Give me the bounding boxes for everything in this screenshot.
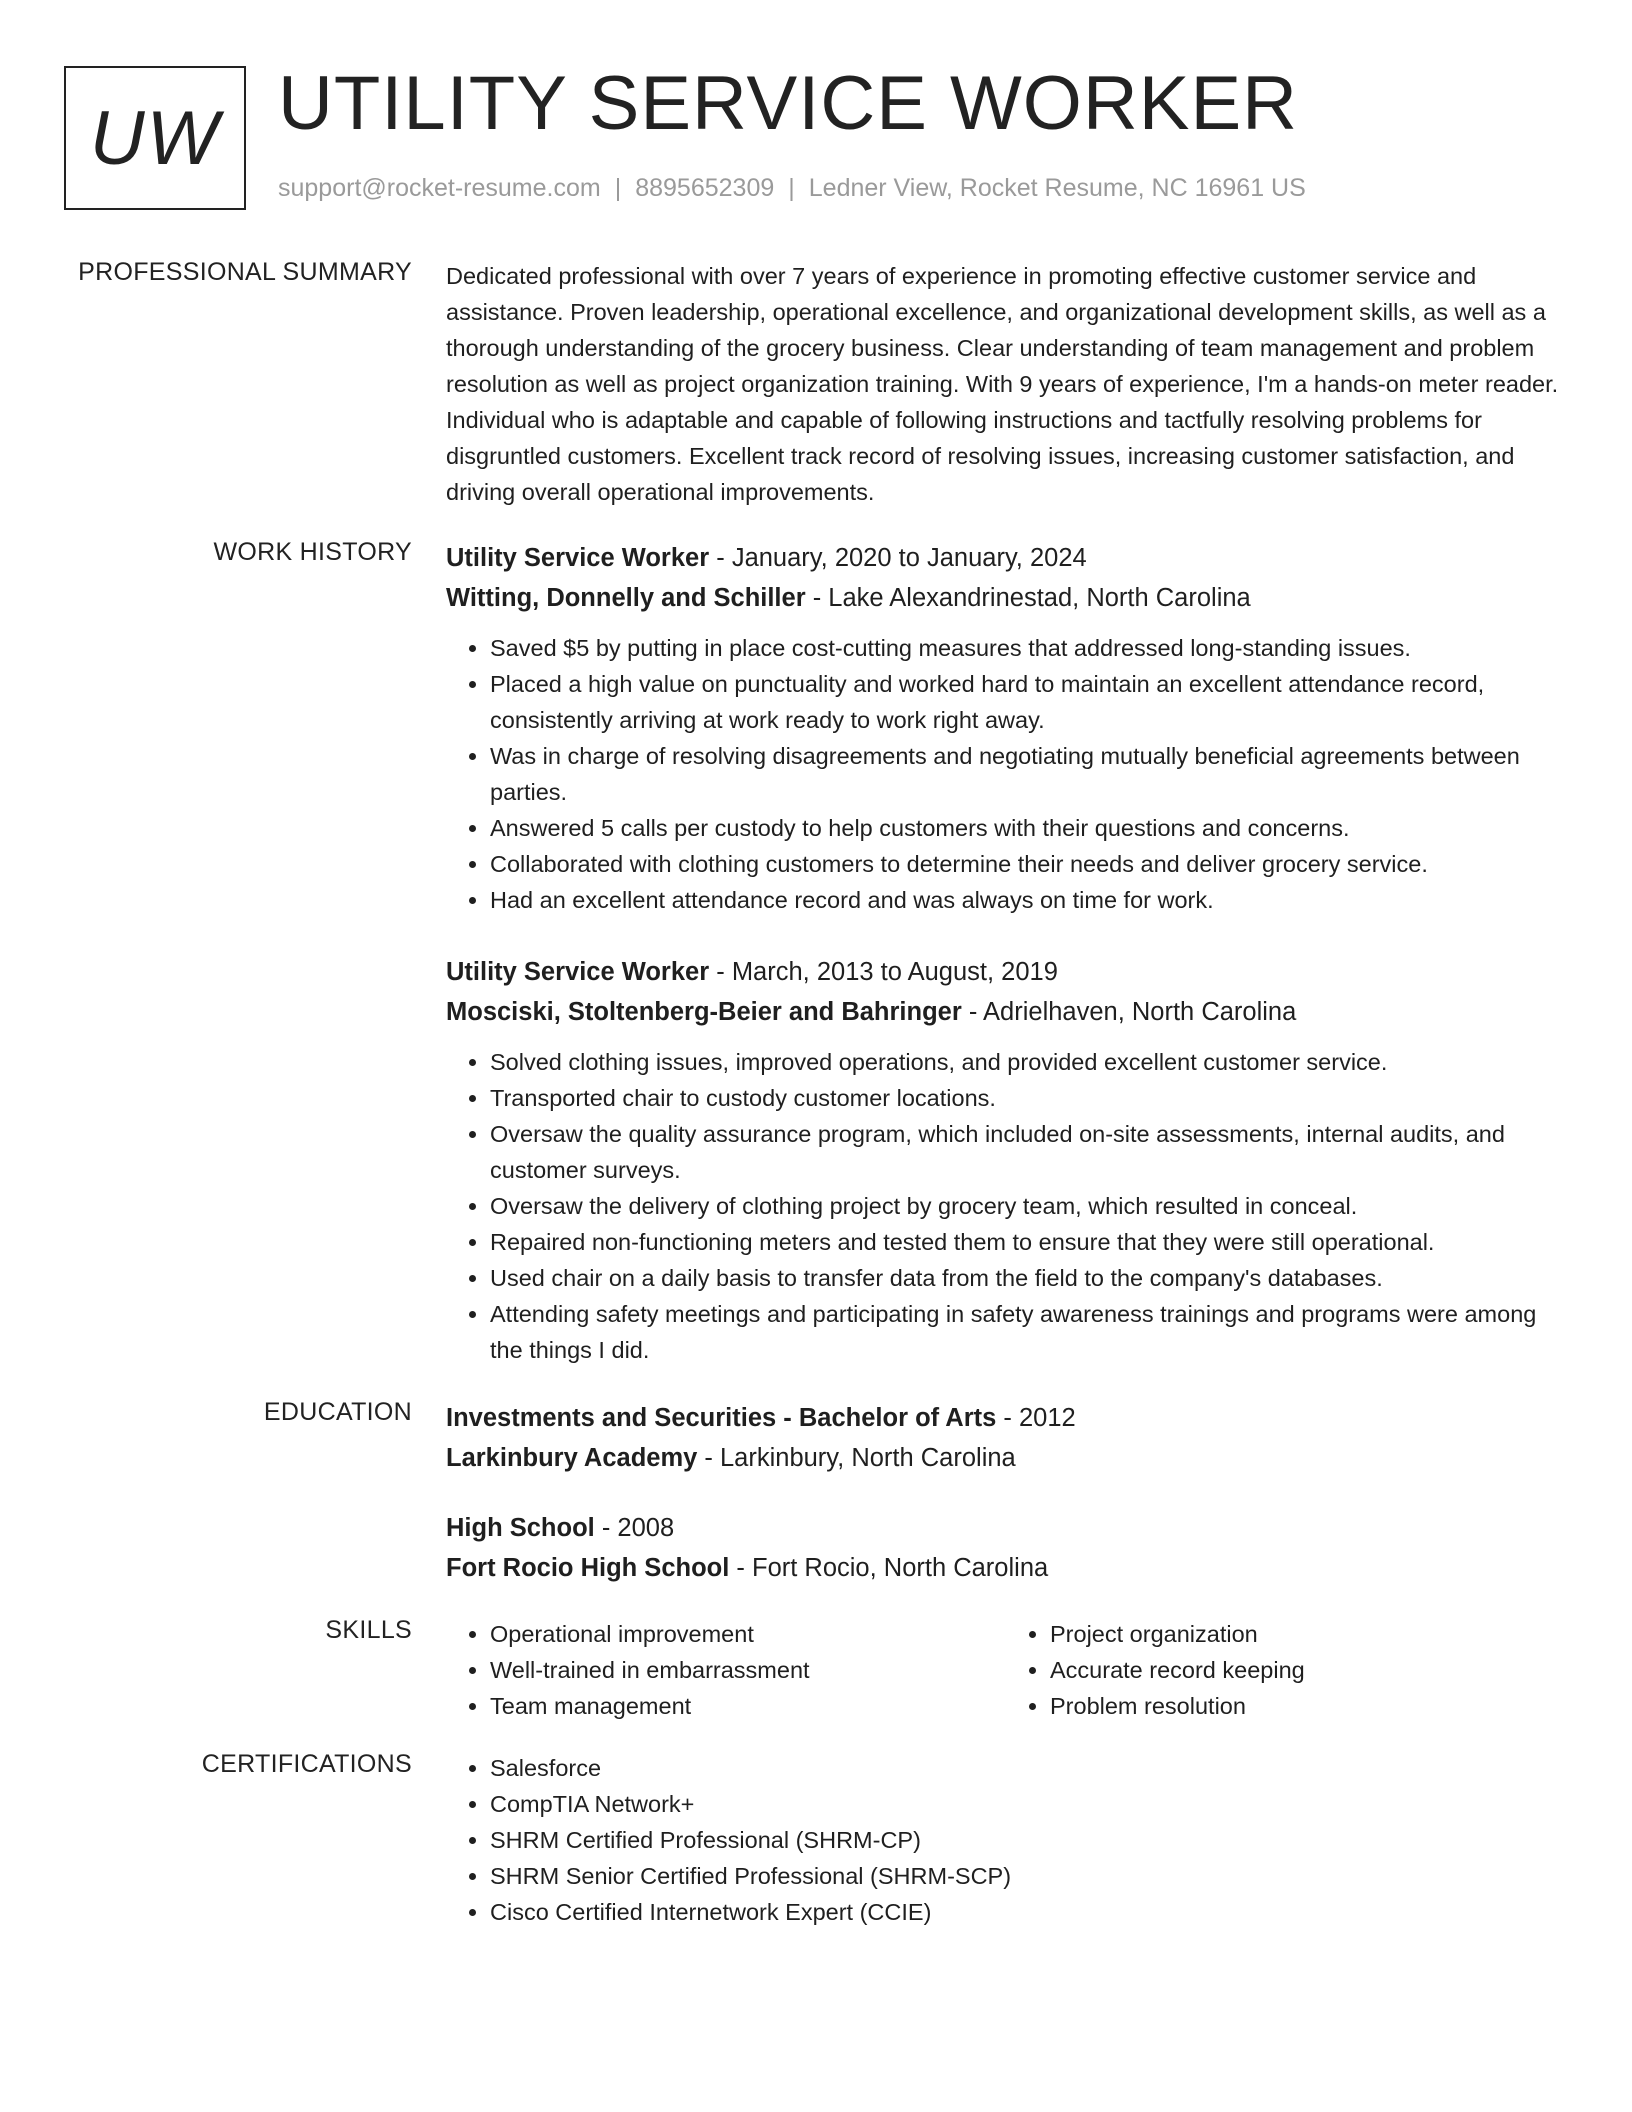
job-title: Utility Service Worker (446, 958, 710, 986)
job-title-line (446, 952, 1566, 992)
graduation-year: - 2012 (996, 1404, 1076, 1432)
contact-separator: | (788, 174, 795, 202)
work-history-body (446, 538, 1566, 1368)
school-line (446, 1438, 1566, 1478)
page-title: UTILITY SERVICE WORKER (278, 61, 1299, 146)
job-dates: - January, 2020 to January, 2024 (709, 544, 1087, 572)
contact-phone: 8895652309 (635, 174, 775, 202)
graduation-year: - 2008 (594, 1514, 675, 1542)
job-title: Utility Service Worker (446, 544, 710, 572)
job-bullets (446, 630, 1566, 918)
job-location: - Lake Alexandrinestad, North Carolina (805, 584, 1251, 612)
list-item: • Project organization (1050, 1616, 1566, 1652)
school-line (446, 1548, 1566, 1588)
list-item: • Repaired non-functioning meters and tested them to ensure that they were still operational. (490, 1224, 1566, 1260)
education-body (446, 1398, 1566, 1588)
list-item: • Had an excellent attendance record and was always on time for work. (490, 882, 1566, 918)
summary-body (446, 258, 1566, 510)
degree-line (446, 1398, 1566, 1438)
list-item: • Solved clothing issues, improved operations, and provided excellent customer service. (490, 1044, 1566, 1080)
school-name: Larkinbury Academy (446, 1444, 698, 1472)
education-entry (446, 1508, 1566, 1588)
contact-line (278, 174, 1306, 203)
education-entry (446, 1398, 1566, 1478)
job-dates: - March, 2013 to August, 2019 (709, 958, 1058, 986)
list-item: • Operational improvement (490, 1616, 1006, 1652)
certifications-list (446, 1750, 1566, 1930)
job-bullets (446, 1044, 1566, 1368)
monogram-logo: UW (64, 66, 246, 210)
list-item: • Used chair on a daily basis to transfer data from the field to the company's databases. (490, 1260, 1566, 1296)
job-location: - Adrielhaven, North Carolina (961, 998, 1297, 1026)
list-item: • Salesforce (490, 1750, 1566, 1786)
contact-email: support@rocket-resume.com (278, 174, 601, 202)
section-heading: PROFESSIONAL SUMMARY (78, 258, 412, 286)
skills-column-left (446, 1616, 1006, 1724)
section-heading: CERTIFICATIONS (201, 1750, 412, 1778)
section-heading: WORK HISTORY (213, 538, 412, 566)
list-item: • Problem resolution (1050, 1688, 1566, 1724)
list-item: • CompTIA Network+ (490, 1786, 1566, 1822)
list-item: • SHRM Senior Certified Professional (SHRM-SCP) (490, 1858, 1566, 1894)
skills-body (446, 1616, 1566, 1724)
list-item: • Was in charge of resolving disagreements and negotiating mutually beneficial agreements between parties. (490, 738, 1566, 810)
certifications-body (446, 1750, 1566, 1930)
school-location: - Larkinbury, North Carolina (697, 1444, 1016, 1472)
skills-grid (446, 1616, 1566, 1724)
skills-column-right (1006, 1616, 1566, 1724)
list-item: • Team management (490, 1688, 1006, 1724)
contact-address: Ledner View, Rocket Resume, NC 16961 US (808, 174, 1306, 202)
list-item: • Attending safety meetings and participating in safety awareness trainings and programs were among the things I did. (490, 1296, 1566, 1368)
section-heading: SKILLS (325, 1616, 412, 1644)
job-company: Mosciski, Stoltenberg-Beier and Bahringer (446, 998, 962, 1026)
contact-separator: | (614, 174, 622, 202)
list-item: • SHRM Certified Professional (SHRM-CP) (490, 1822, 1566, 1858)
section-heading: EDUCATION (263, 1398, 412, 1426)
school-location: - Fort Rocio, North Carolina (729, 1554, 1049, 1582)
list-item: • Accurate record keeping (1050, 1652, 1566, 1688)
school-name: Fort Rocio High School (446, 1554, 730, 1582)
job-company: Witting, Donnelly and Schiller (446, 584, 806, 612)
job-title-line (446, 538, 1566, 578)
list-item: • Well-trained in embarrassment (490, 1652, 1006, 1688)
list-item: • Placed a high value on punctuality and worked hard to maintain an excellent attendance record, consistently arriving at work ready to work right away. (490, 666, 1566, 738)
list-item: • Collaborated with clothing customers to determine their needs and deliver grocery service. (490, 846, 1566, 882)
summary-text: Dedicated professional with over 7 years of experience in promoting effective customer service and assistance. Proven leadership, operational excellence, and organizational development skills, as well as a thorough understanding of the grocery business. Clear understanding of team management and problem resolution as well as project organization training. With 9 years of experience, I'm a hands-on meter reader. Individual who is adaptable and capable of following instructions and tactfully resolving problems for disgruntled customers. Excellent track record of resolving issues, increasing customer satisfaction, and driving overall operational improvements. (446, 263, 1559, 505)
list-item: • Oversaw the quality assurance program, which included on-site assessments, internal audits, and customer surveys. (490, 1116, 1566, 1188)
degree-line (446, 1508, 1566, 1548)
job-company-line (446, 578, 1566, 618)
degree-name: Investments and Securities - Bachelor of Arts (446, 1404, 997, 1432)
resume-header (64, 61, 1564, 216)
list-item: • Oversaw the delivery of clothing project by grocery team, which resulted in conceal. (490, 1188, 1566, 1224)
list-item: • Cisco Certified Internetwork Expert (CCIE) (490, 1894, 1566, 1930)
list-item: • Saved $5 by putting in place cost-cutting measures that addressed long-standing issues. (490, 630, 1566, 666)
job-entry (446, 952, 1566, 1368)
job-entry (446, 538, 1566, 918)
job-company-line (446, 992, 1566, 1032)
list-item: • Answered 5 calls per custody to help customers with their questions and concerns. (490, 810, 1566, 846)
list-item: • Transported chair to custody customer locations. (490, 1080, 1566, 1116)
degree-name: High School (446, 1514, 595, 1542)
